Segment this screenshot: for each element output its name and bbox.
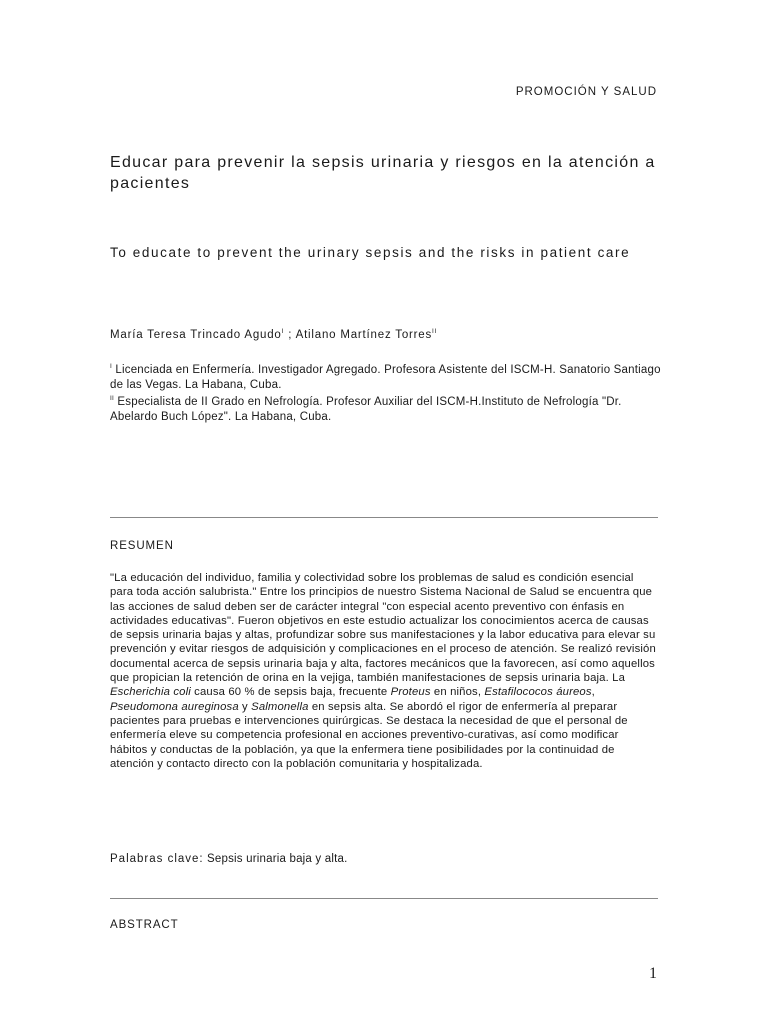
keywords-label: Palabras clave: (110, 853, 204, 865)
resumen-heading: RESUMEN (110, 540, 174, 552)
species-name: Salmonella (251, 700, 309, 713)
species-name: Escherichia coli (110, 686, 191, 699)
affiliation-1-text: Licenciada en Enfermería. Investigador Agregado. Profesora Asistente del ISCM-H. Sanatorio Santiago de las Vegas. La Habana, Cuba. (110, 364, 661, 391)
affiliation-1-mark: I (110, 363, 113, 370)
resumen-text: en sepsis alta. Se abordó el rigor de enfermería al preparar pacientes para pruebas e intervenciones quirúrgicas. Se destaca la necesidad de que el personal de enfermería eleve su competencia profesional en acciones preventivo-curativas, así como modificar hábitos y conductas de la población, ya que la enfermera tiene posibilidades por la continuidad de atención y contacto directo con la población comunitaria y hospitalizada. (110, 700, 628, 770)
author-2-name: Atilano Martínez Torres (295, 329, 433, 341)
species-name: Pseudomona aureginosa (110, 700, 239, 713)
resumen-text: "La educación del individuo, familia y colectividad sobre los problemas de salud es condición esencial para toda acción salubrista." Entre los principios de nuestro Sistema Nacional de Salud se encuentra que las acciones de salud deben ser de carácter integral "con especial acento preventivo con énfasis en actividades educativas". Fueron objetivos en este estudio actualizar los conocimientos acerca de causas de sepsis urinaria bajas y altas, profundizar sobre sus manifestaciones y la labor educativa para elevar su prevención y evitar riesgos de adquisición y complicaciones en el proceso de atención. Se realizó revisión documental acerca de sepsis urinaria baja y alta, factores mecánicos que la favorecen, así como aquellos que propician la retención de orina en la vejiga, también manifestaciones de sepsis urinaria baja. La (110, 572, 656, 685)
keywords-line (110, 853, 348, 865)
page-number: 1 (649, 965, 657, 982)
author-1-name: María Teresa Trincado Agudo (110, 329, 282, 341)
affiliation-2-mark: II (110, 395, 115, 403)
affiliation-2-text: Especialista de II Grado en Nefrología. Profesor Auxiliar del ISCM-H.Instituto de Nefrología "Dr. Abelardo Buch López". La Habana, Cuba. (110, 396, 622, 424)
title-english: To educate to prevent the urinary sepsis and the risks in patient care (110, 245, 631, 260)
affiliations (110, 360, 670, 425)
divider-bottom (110, 898, 658, 899)
title-spanish: Educar para prevenir la sepsis urinaria y riesgos en la atención a pacientes (110, 154, 656, 192)
author-2-mark: II (432, 328, 438, 335)
resumen-text: y (238, 700, 252, 713)
affiliation-2 (110, 392, 670, 424)
keywords-value: Sepsis urinaria baja y alta. (203, 853, 348, 865)
abstract-heading: ABSTRACT (110, 919, 179, 931)
affiliation-1 (110, 360, 670, 392)
divider-top (110, 517, 658, 518)
resumen-body (110, 571, 658, 771)
resumen-text: en niños, (430, 686, 485, 699)
author-1-mark: I (281, 328, 285, 335)
resumen-text: causa 60 % de sepsis baja, frecuente (190, 686, 391, 699)
species-name: Proteus (390, 686, 431, 699)
authors-line (110, 328, 670, 341)
resumen-text: , (591, 686, 595, 699)
authors-separator: ; (284, 329, 296, 341)
species-name: Estafilococos áureos (484, 686, 592, 699)
section-label: PROMOCIÓN Y SALUD (515, 86, 657, 98)
